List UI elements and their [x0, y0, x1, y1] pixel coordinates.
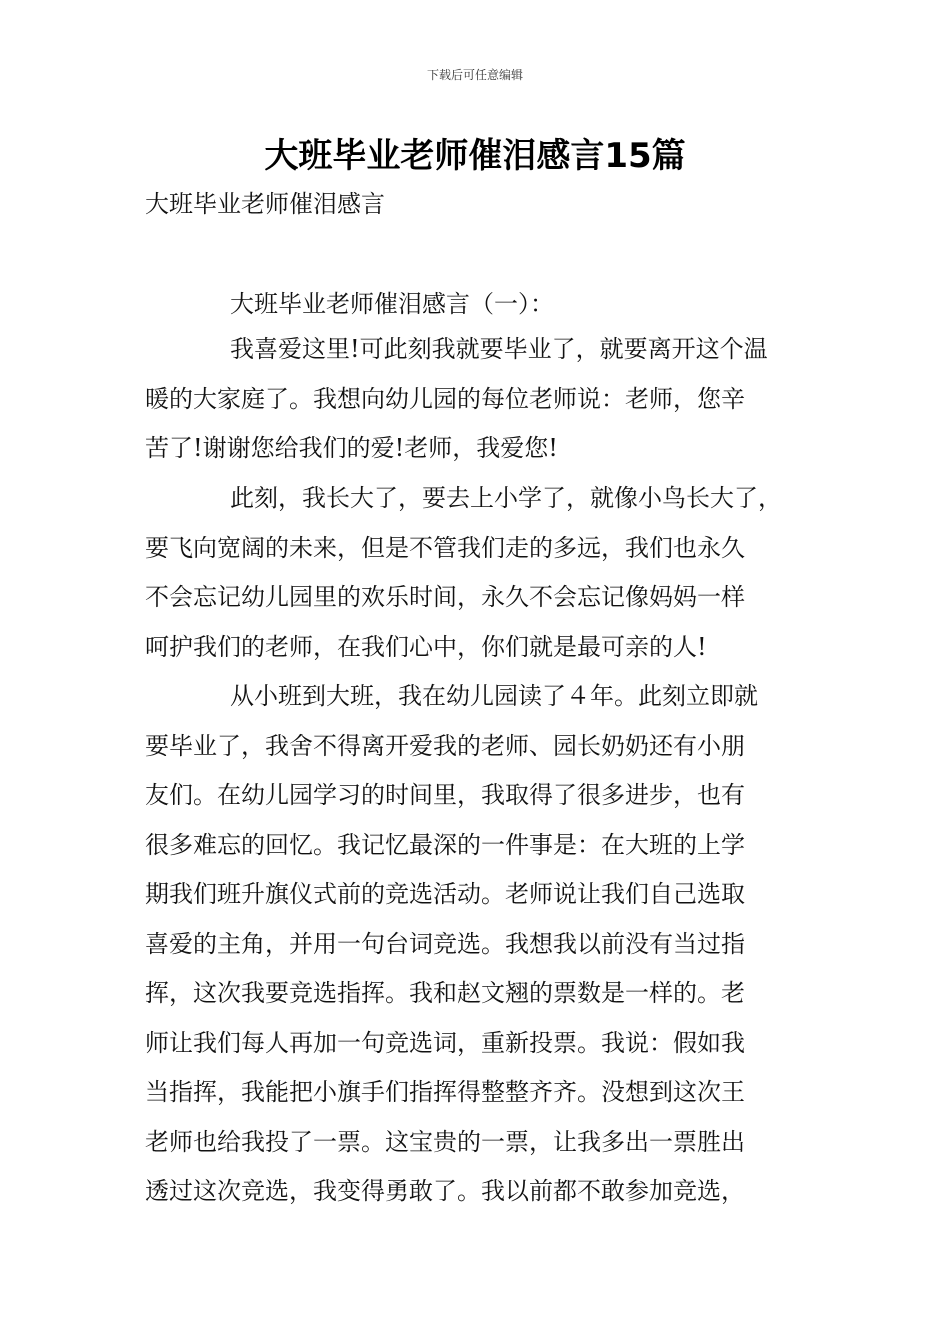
- paragraph-line: 很多难忘的回忆。我记忆最深的一件事是：在大班的上学: [145, 830, 745, 859]
- paragraph-line: 挥，这次我要竞选指挥。我和赵文翘的票数是一样的。老: [145, 979, 745, 1007]
- paragraph-line: 喜爱的主角，并用一句台词竞选。我想我以前没有当过指: [145, 929, 745, 958]
- paragraph-line: 从小班到大班，我在幼儿园读了４年。此刻立即就: [230, 682, 758, 710]
- paragraph-1: [145, 325, 825, 474]
- paragraph-2: [145, 474, 825, 672]
- paragraph-line: 暖的大家庭了。我想向幼儿园的每位老师说：老师，您辛: [145, 384, 745, 413]
- paragraph-line: 苦了!谢谢您给我们的爱!老师，我爱您!: [145, 434, 558, 462]
- paragraph-line: 透过这次竞选，我变得勇敢了。我以前都不敢参加竞选，: [145, 1177, 745, 1205]
- paragraph-line: 不会忘记幼儿园里的欢乐时间，永久不会忘记像妈妈一样: [145, 583, 745, 611]
- section-heading: 大班毕业老师催泪感言（一）：: [230, 290, 554, 318]
- paragraph-line: 我喜爱这里!可此刻我就要毕业了，就要离开这个温: [230, 335, 768, 363]
- paragraph-line: 期我们班升旗仪式前的竞选活动。老师说让我们自己选取: [145, 880, 745, 908]
- paragraph-line: 此刻，我长大了，要去上小学了，就像小鸟长大了，: [230, 484, 782, 512]
- paragraph-line: 友们。在幼儿园学习的时间里，我取得了很多进步，也有: [145, 781, 745, 809]
- paragraph-line: 要飞向宽阔的未来，但是不管我们走的多远，我们也永久: [145, 533, 745, 562]
- paragraph-line: 要毕业了，我舍不得离开爱我的老师、园长奶奶还有小朋: [145, 731, 745, 760]
- document-title: 大班毕业老师催泪感言15篇: [264, 136, 686, 176]
- paragraph-line: 呵护我们的老师，在我们心中，你们就是最可亲的人!: [145, 632, 707, 661]
- header-note: 下载后可任意编辑: [426, 68, 523, 82]
- paragraph-3: [145, 672, 825, 1217]
- document-subtitle: 大班毕业老师催泪感言: [145, 190, 385, 218]
- paragraph-line: 老师也给我投了一票。这宝贵的一票，让我多出一票胜出: [145, 1127, 745, 1156]
- paragraph-line: 师让我们每人再加一句竞选词，重新投票。我说：假如我: [145, 1028, 745, 1057]
- paragraph-line: 当指挥，我能把小旗手们指挥得整整齐齐。没想到这次王: [145, 1078, 745, 1106]
